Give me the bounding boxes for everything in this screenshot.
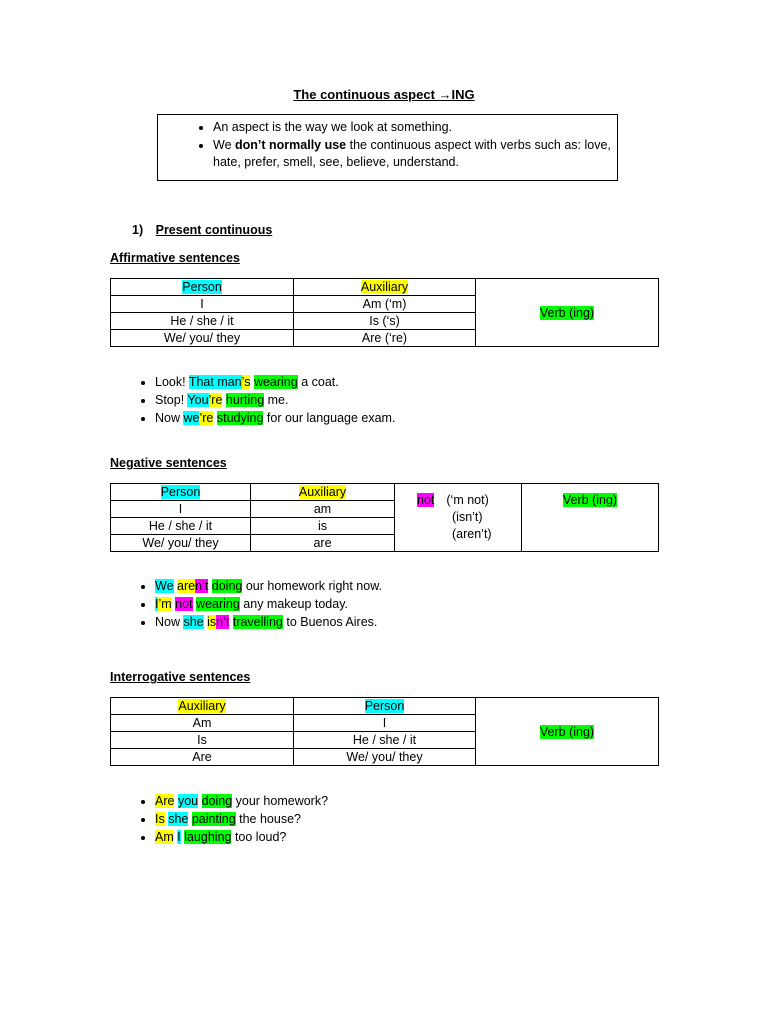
text-segment: me.	[264, 393, 289, 408]
text-segment: Person	[182, 280, 222, 294]
table-cell: Am (‘m)	[294, 296, 476, 313]
interrogative-verb-cell	[476, 698, 659, 766]
affirmative-table	[110, 278, 659, 347]
page-title: The continuous aspect →ING	[293, 87, 475, 102]
table-cell: Are (‘re)	[294, 330, 476, 347]
not-label: not	[417, 493, 435, 507]
text-segment: your homework?	[232, 794, 329, 808]
text-segment: ’re	[208, 393, 223, 408]
text-segment: Verb (ing)	[539, 305, 595, 320]
text-segment: she	[183, 615, 204, 630]
list-item	[155, 810, 328, 828]
table-cell: We/ you/ they	[294, 749, 476, 766]
table-cell: We/ you/ they	[111, 535, 251, 552]
list-item	[155, 373, 395, 391]
text-segment: Person	[364, 699, 405, 713]
text-segment: the house?	[235, 812, 301, 827]
list-item	[155, 577, 382, 595]
interrogative-header-auxiliary	[111, 698, 294, 715]
affirmative-examples	[110, 373, 395, 428]
text-segment: laughing	[184, 830, 232, 845]
text-segment: (aren’t)	[452, 527, 492, 541]
text-segment: 1)	[132, 223, 144, 237]
interrogative-examples	[110, 792, 328, 847]
list-item	[155, 613, 382, 631]
text-segment: Are	[155, 794, 175, 808]
text-segment: hurting	[225, 393, 265, 408]
table-cell: We/ you/ they	[111, 330, 294, 347]
list-item	[155, 409, 395, 427]
text-segment: I	[155, 597, 159, 612]
text-segment: n’t	[216, 615, 230, 630]
table-cell: Are	[111, 749, 294, 766]
text-segment: Person	[160, 485, 201, 499]
text-segment: a coat.	[297, 375, 339, 389]
text-segment: n’t	[195, 579, 209, 593]
text-segment: travelling	[232, 615, 283, 630]
text-segment: Look!	[155, 375, 189, 389]
text-segment: ’re	[199, 411, 214, 426]
intro-box	[157, 114, 618, 181]
table-cell: He / she / it	[294, 732, 476, 749]
list-item	[155, 828, 328, 846]
table-cell: Is	[111, 732, 294, 749]
text-segment: Verb (ing)	[562, 493, 618, 507]
text-segment: the continuous aspect with verbs such as: love, hate, prefer, smell, see, believe, understand.	[213, 137, 611, 169]
text-segment: Am	[155, 830, 174, 845]
table-cell: Am	[111, 715, 294, 732]
negative-examples	[110, 577, 382, 632]
interrogative-table	[110, 697, 659, 766]
text-segment: (‘m not)	[446, 493, 489, 507]
text-segment: That man	[188, 375, 242, 389]
text-segment: wearing	[253, 375, 298, 389]
table-cell: is	[251, 518, 395, 535]
table-cell: am	[251, 501, 395, 518]
text-segment: our homework right now.	[242, 579, 383, 593]
text-segment: Present continuous	[155, 223, 273, 237]
text-segment: to Buenos Aires.	[282, 615, 378, 630]
text-segment: doing	[211, 579, 243, 593]
text-segment: (isn’t)	[452, 510, 483, 524]
text-segment: Is	[155, 812, 165, 827]
intro-point-1: • An aspect is the way we look at something.	[213, 119, 617, 137]
table-cell: I	[111, 501, 251, 518]
negative-heading: Negative sentences	[110, 456, 227, 470]
text-segment: we	[183, 411, 200, 426]
section-heading-present-continuous	[132, 223, 272, 237]
text-segment: wearing	[196, 597, 240, 612]
text-segment: she	[168, 812, 189, 827]
text-segment: doing	[201, 794, 233, 808]
text-segment: We	[213, 137, 235, 152]
affirmative-heading: Affirmative sentences	[110, 251, 240, 265]
text-segment: any makeup today.	[239, 597, 348, 612]
interrogative-heading: Interrogative sentences	[110, 670, 251, 684]
negative-header-auxiliary	[251, 484, 395, 501]
text-segment: ’m	[158, 597, 172, 612]
text-segment: Auxiliary	[298, 485, 347, 499]
negative-table	[110, 483, 659, 552]
negative-header-person	[111, 484, 251, 501]
interrogative-header-person	[294, 698, 476, 715]
text-segment: is	[207, 615, 217, 630]
text-segment: are	[177, 579, 196, 593]
table-cell: Is (‘s)	[294, 313, 476, 330]
affirmative-verb-cell	[476, 279, 659, 347]
intro-point-2	[213, 137, 617, 172]
table-cell: are	[251, 535, 395, 552]
text-segment: too loud?	[231, 830, 287, 845]
list-item	[155, 792, 328, 810]
table-cell: I	[111, 296, 294, 313]
text-segment: painting	[191, 812, 236, 827]
text-segment: You	[187, 393, 209, 408]
text-segment: Auxiliary	[178, 699, 226, 713]
text-segment: Now	[155, 411, 184, 426]
table-cell: He / she / it	[111, 518, 251, 535]
table-cell: I	[294, 715, 476, 732]
table-cell: He / she / it	[111, 313, 294, 330]
text-segment: not	[175, 597, 193, 612]
text-segment: We	[155, 579, 174, 593]
text-segment: for our language exam.	[263, 411, 396, 426]
text-segment: Verb (ing)	[539, 724, 595, 739]
list-item	[155, 595, 382, 613]
negative-not-cell	[395, 484, 522, 552]
negative-verb-cell	[522, 484, 659, 552]
text-segment: I	[177, 830, 181, 845]
text-segment: Now	[155, 615, 184, 630]
intro-emphasis: don’t normally use	[235, 137, 347, 152]
affirmative-header-person	[111, 279, 294, 296]
text-segment: Stop!	[155, 393, 188, 408]
text-segment: studying	[216, 411, 264, 426]
affirmative-header-auxiliary	[294, 279, 476, 296]
text-segment: ’s	[241, 375, 251, 389]
text-segment: Auxiliary	[360, 280, 409, 294]
list-item	[155, 391, 395, 409]
text-segment: you	[177, 794, 199, 808]
